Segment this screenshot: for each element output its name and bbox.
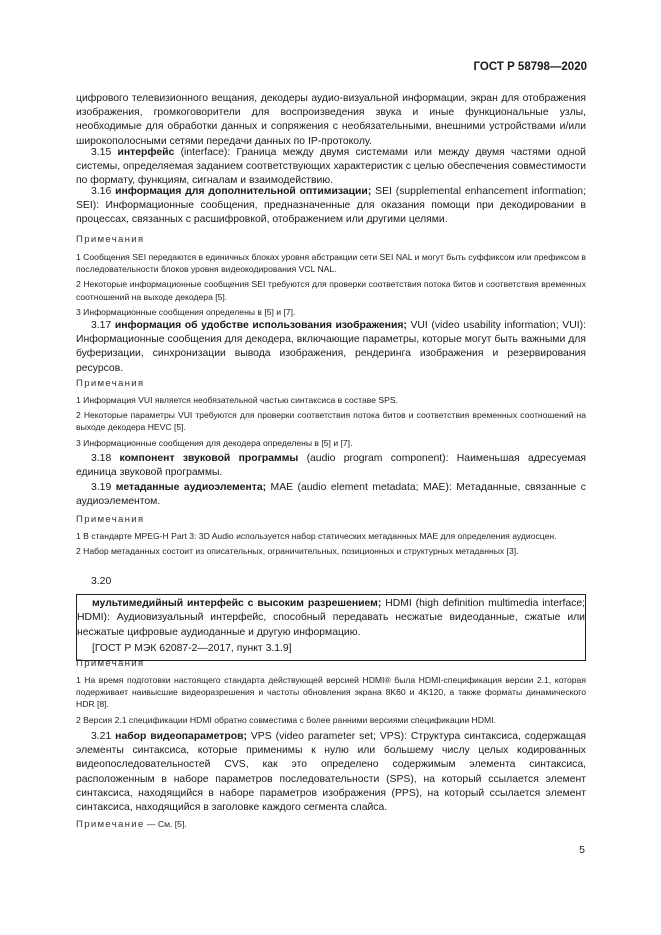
notes-3-17: Примечания 1 Информация VUI является необязательной частью синтаксиса в составе SPS. 2 Некоторые параметры VUI требуются для проверки соответствия потока битов и соответствия временных соотношений на выходе декодера HEVC [5]. 3 Информационные сообщения для декодера определены в [5] и [7]. [76, 378, 586, 448]
term-3-15: 3.15 интерфейс (interface): Граница между двумя системами или между двумя частями одной системы, определяемая заданием соответствующих характеристик с целью обеспечения совместимости по формату, функциям, сигналам и взаимодействию. [76, 147, 586, 187]
notes-3-16: Примечания 1 Сообщения SEI передаются в единичных блоках уровня абстракции сети SEI NAL и могут быть суффиксом или префиксом в последовательности блоков уровня видеокодирования VCL NAL. 2 Некоторые информационные сообщения SEI требуются для проверки соответствия потока битов и соответствия временных соотношений на выходе декодера [5]. 3 Информационные сообщения определены в [5] и [7]. [76, 234, 586, 317]
term-3-21: 3.21 набор видеопараметров; VPS (video parameter set; VPS): Структура синтаксиса, содержащая элементы синтаксиса, которые применимы к нулю или большему числу целых кодированных видеопоследовательностей CVS, как это определено содержимым элемента синтаксиса, расположенным в наборе параметров последовательности (SPS), на который ссылается элемент синтаксиса, находящийся в наборе параметров изображения (PPS), на который ссылается элемент синтаксиса, находящийся в заголовке каждого сегмента слайса. [76, 731, 586, 814]
continuation-paragraph: цифрового телевизионного вещания, декодеры аудио-визуальной информации, экран для отображения изображения, громкоговорители для воспроизведения звука и иные функциональные узлы, необходимые для обработки данных и сопряжения с необязательными, внешними устройствами и/или широкополосными сетями передачи данных по IP-протоколу. [76, 93, 586, 147]
notes-3-20: Примечания 1 На время подготовки настоящего стандарта действующей версией HDMI® была HDMI-спецификация версии 2.1, которая подерживает наивысшие видеоразрешения и частоты обновления экрана 8K60 и 4K120, а также форматы динамического HDR [8]. 2 Версия 2.1 спецификации HDMI обратно совместима с более ранними версиями спецификации HDMI. [76, 658, 586, 725]
note-item: 1 Информация VUI является необязательной частью синтаксиса в составе SPS. [76, 395, 398, 405]
term-3-16: 3.16 информация для дополнительной оптимизации; SEI (supplemental enhancement information; SEI): Информационные сообщения, предназначенные для оказания помощи при декодировании в процессах, связанных с расшифровкой, отображением или другими целями. [76, 186, 586, 226]
note-item: 2 Некоторые параметры VUI требуются для проверки соответствия потока битов и соответствия временных соотношений на выходе декодера HEVC [5]. [76, 410, 586, 433]
note-item: 2 Набор метаданных состоит из описательных, ограничительных, позиционных и структурных метаданных [3]. [76, 546, 519, 557]
notes-3-19: Примечания 1 В стандарте MPEG-H Part 3: 3D Audio используется набор статических метаданных MAE для определения аудиосцен. 2 Набор метаданных состоит из описательных, ограничительных, позиционных и структурных метаданных [3]. [76, 514, 586, 557]
term-number: 3.20 [91, 576, 112, 587]
note-item: 2 Некоторые информационные сообщения SEI требуются для проверки соответствия потока битов и соответствия временных соотношений на выходе декодера [5]. [76, 279, 586, 302]
note-item: 3 Информационные сообщения определены в [5] и [7]. [76, 306, 296, 317]
note-item: 1 В стандарте MPEG-H Part 3: 3D Audio используется набор статических метаданных MAE для определения аудиосцен. [76, 531, 557, 541]
term-3-20 [76, 575, 586, 661]
term-3-19: 3.19 метаданные аудиоэлемента; MAE (audio element metadata; MAE): Метаданные, связанные с аудиоэлементом. [76, 482, 586, 508]
note-item: 1 На время подготовки настоящего стандарта действующей версией HDMI® была HDMI-спецификация версии 2.1, которая подерживает наивысшие видеоразрешения и частоты обновления экрана 8K60 и 4K120, а также форматы динамического HDR [8]. [76, 675, 586, 710]
note-item: 3 Информационные сообщения для декодера определены в [5] и [7]. [76, 437, 353, 448]
term-3-18: 3.18 компонент звуковой программы (audio program component): Наименьшая адресуемая единица звуковой программы. [76, 453, 586, 479]
note-item: 2 Версия 2.1 спецификации HDMI обратно совместима с более ранними версиями спецификации HDMI. [76, 714, 496, 725]
note-3-21: Примечание — См. [5]. [76, 819, 187, 830]
quoted-definition-box: мультимедийный интерфейс с высоким разрешением; HDMI (high definition multimedia interface; HDMI): Аудиовизуальный интерфейс, способный передавать несжатые видеоданные, сжатые или несжатые цифровые аудиоданные и другую информацию. [ГОСТ Р МЭК 62087-2—2017, пункт 3.1.9] [76, 594, 586, 661]
standard-designation: ГОСТ Р 58798—2020 [473, 61, 587, 73]
page-number: 5 [579, 844, 585, 856]
note-item: 1 Сообщения SEI передаются в единичных блоках уровня абстракции сети SEI NAL и могут быть суффиксом или префиксом в последовательности блоков уровня видеокодирования VCL NAL. [76, 252, 586, 275]
term-3-17: 3.17 информация об удобстве использования изображения; VUI (video usability information; VUI): Информационные сообщения для декодера, включающие параметры, которые могут быть важными для буферизации, синхронизации вывода изображения, рендеринга изображения и резервирования ресурсов. [76, 320, 586, 374]
source-reference: [ГОСТ Р МЭК 62087-2—2017, пункт 3.1.9] [92, 642, 292, 654]
